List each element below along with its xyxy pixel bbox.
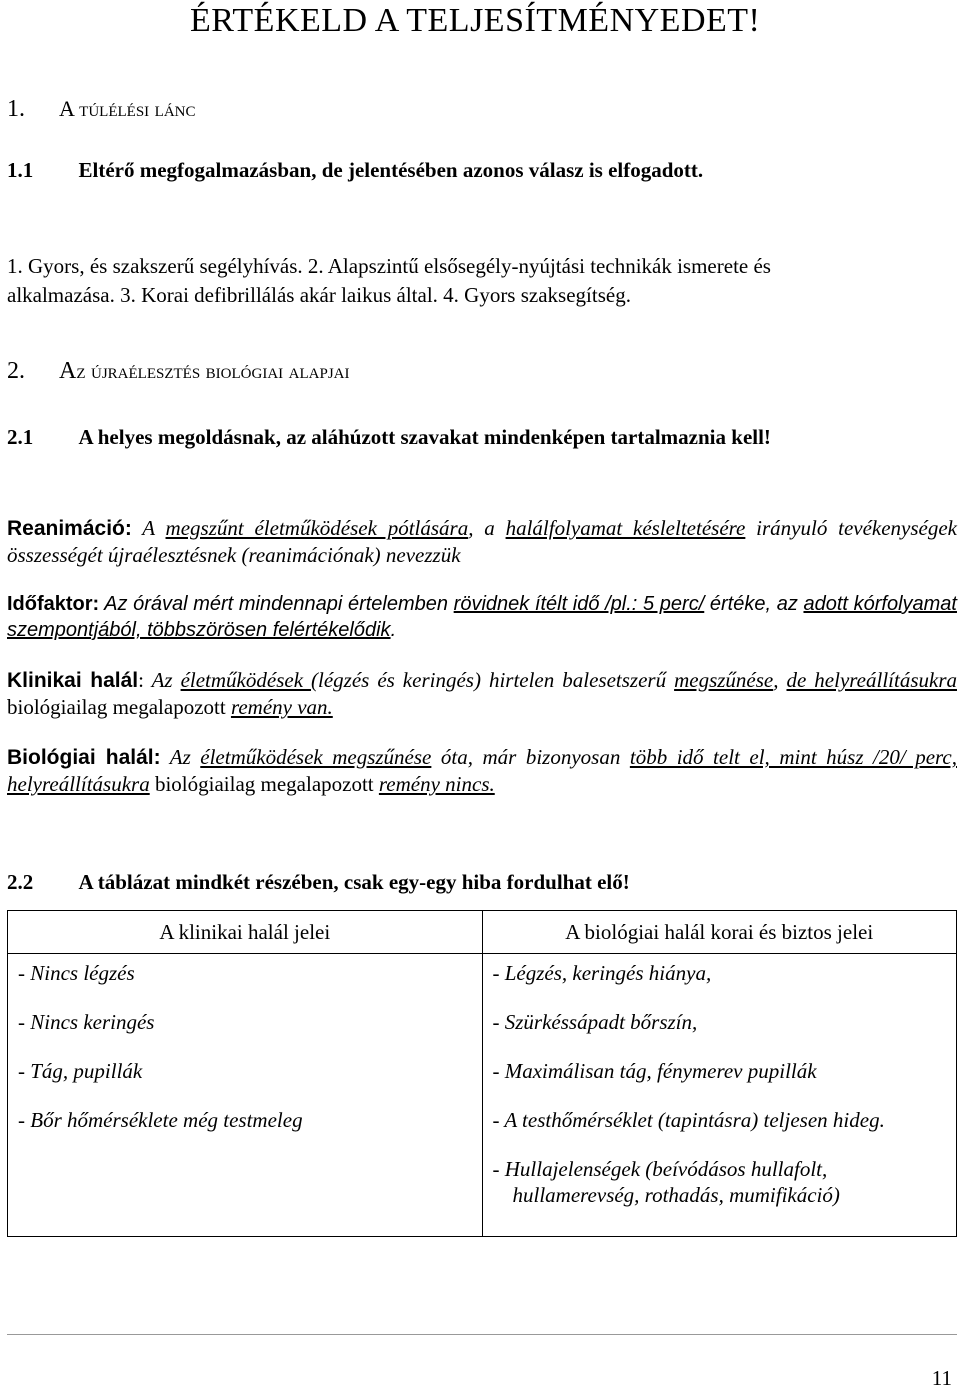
death-signs-table — [7, 910, 957, 1237]
def-text: Az — [160, 745, 201, 769]
section-2-1-text: A helyes megoldásnak, az aláhúzott szavakat mindenképen tartalmaznia kell! — [78, 425, 771, 449]
def-underlined: adott kórfolyamat szempontjából, többszörösen felértékelődik — [7, 593, 957, 641]
section-2-number: 2. — [7, 358, 25, 384]
def-text: irányuló tevékenységek összességét újraélesztésnek (reanimációnak) nevezzük — [7, 516, 957, 567]
page-number: 11 — [931, 1366, 952, 1390]
list-item: - A testhőmérséklet (tapintásra) teljesen hideg. — [492, 1108, 885, 1132]
footer-divider — [7, 1334, 957, 1335]
term-colon: : — [138, 668, 144, 692]
list-item-line: - Hullajelenségek (beívódásos hullafolt, — [492, 1157, 828, 1181]
def-text: biológiailag megalapozott — [149, 772, 379, 796]
def-underlined: de helyreállításukra — [786, 668, 957, 692]
section-2-title-initial: A — [59, 358, 77, 384]
list-item: - Maximálisan tág, fénymerev pupillák — [492, 1059, 817, 1083]
definition-klinikai-halal — [7, 667, 957, 720]
def-underlined: rövidnek ítélt idő /pl.: 5 perc/ — [453, 593, 705, 615]
page-title: ÉRTÉKELD A TELJESÍTMÉNYEDET! — [190, 2, 761, 39]
list-item: - Bőr hőmérséklete még testmeleg — [18, 1108, 303, 1132]
term-label: Reanimáció: — [7, 517, 132, 540]
def-text: . — [390, 619, 397, 641]
section-2-title — [59, 358, 350, 384]
term-label: Klinikai halál — [7, 669, 139, 692]
def-text: , a — [468, 516, 506, 540]
list-item: - Nincs légzés — [18, 961, 135, 985]
def-underlined: megszűnése — [674, 668, 774, 692]
definition-biologiai-halal — [7, 744, 957, 797]
section-1-heading — [7, 96, 196, 123]
def-underlined: több idő telt el, mint húsz /20/ perc, helyreállításukra — [7, 745, 957, 796]
def-text: óta, már bizonyosan — [431, 745, 630, 769]
section-2-heading — [7, 358, 350, 385]
section-2-1-number: 2.1 — [7, 425, 34, 449]
clinical-signs-cell — [8, 954, 483, 1237]
def-text: A — [131, 516, 166, 540]
def-text: Az — [143, 668, 181, 692]
def-text: biológiailag megalapozott — [7, 695, 231, 719]
list-item: - Légzés, keringés hiánya, — [492, 961, 712, 985]
def-underlined: életműködések megszűnése — [200, 745, 432, 769]
list-item-line: hullamerevség, rothadás, mumifikáció) — [512, 1183, 840, 1207]
table-header-clinical: A klinikai halál jelei — [8, 911, 483, 954]
biological-signs-cell — [482, 954, 957, 1237]
definition-reanimacio — [7, 515, 957, 568]
section-1-answer-line-2: alkalmazása. 3. Korai defibrillálás akár laikus által. 4. Gyors szaksegítség. — [7, 283, 631, 307]
table-row — [8, 954, 957, 1237]
section-1-1-text: Eltérő megfogalmazásban, de jelentésében azonos válasz is elfogadott. — [78, 158, 704, 182]
list-item: - Tág, pupillák — [18, 1059, 143, 1083]
def-underlined: remény nincs. — [378, 772, 495, 796]
definition-idofaktor — [7, 591, 957, 643]
list-item: - Szürkéssápadt bőrszín, — [492, 1010, 698, 1034]
def-text: (légzés és keringés) hirtelen balesetszerű — [311, 668, 675, 692]
def-underlined: életműködések — [180, 668, 312, 692]
term-label: Időfaktor: — [7, 593, 100, 615]
term-label: Biológiai halál: — [7, 746, 161, 769]
section-1-1-number: 1.1 — [7, 158, 34, 182]
section-1-number: 1. — [7, 96, 25, 122]
section-1-1 — [7, 158, 703, 183]
section-1-answer — [7, 252, 957, 310]
def-text: értéke, az — [704, 593, 804, 615]
list-item: - Nincs keringés — [18, 1010, 155, 1034]
def-underlined: megszűnt életműködések pótlására — [165, 516, 469, 540]
section-2-2-text: A táblázat mindkét részében, csak egy-egy hiba fordulhat elő! — [78, 870, 630, 894]
section-1-answer-line-1: 1. Gyors, és szakszerű segélyhívás. 2. Alapszintű elsősegély-nyújtási technikák ismerete és — [7, 254, 771, 278]
section-2-2 — [7, 870, 630, 895]
def-text: , — [773, 668, 787, 692]
section-1-title: A túlélési lánc — [59, 96, 196, 121]
section-2-1 — [7, 425, 771, 450]
table-header-row — [8, 911, 957, 954]
table-header-biological: A biológiai halál korai és biztos jelei — [482, 911, 957, 954]
def-underlined: halálfolyamat késleltetésére — [505, 516, 746, 540]
section-2-title-rest: z újraélesztés biológiai alapjai — [76, 358, 350, 383]
def-underlined: remény van. — [230, 695, 333, 719]
def-text: Az órával mért mindennapi értelemben — [99, 593, 454, 615]
section-2-2-number: 2.2 — [7, 870, 34, 894]
list-item — [493, 1156, 947, 1208]
